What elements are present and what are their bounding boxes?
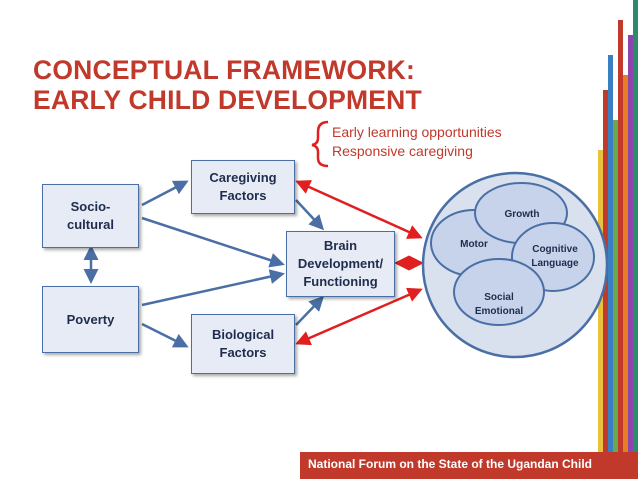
social-label-line1: Social: [484, 292, 514, 303]
biological-label-line2: Factors: [219, 345, 267, 360]
biological-factors-box: [191, 314, 295, 374]
brain-development-box: [286, 231, 395, 297]
sociocultural-label-line1: Socio-: [70, 199, 111, 214]
brain-label-line3: Functioning: [303, 274, 378, 289]
annotation-line1: Early learning opportunities: [332, 124, 502, 140]
arrow-biological-to-outcomes: [298, 290, 420, 343]
slide-title-line1: CONCEPTUAL FRAMEWORK:: [33, 55, 416, 85]
arrow-caregiving-to-brain: [296, 200, 322, 228]
footer-text: National Forum on the State of the Ugandan Child: [308, 457, 592, 471]
poverty-box: [42, 286, 139, 353]
caregiving-label-line2: Factors: [219, 188, 267, 203]
brain-label-line2: Development/: [297, 256, 384, 271]
social-label-line2: Emotional: [474, 306, 524, 317]
early-learning-annotation: [332, 123, 502, 161]
arrow-socio-to-caregiving: [142, 182, 186, 205]
growth-label: Growth: [504, 209, 540, 220]
caregiving-label-line1: Caregiving: [209, 170, 277, 185]
annotation-bracket: [312, 122, 328, 166]
sociocultural-box: [42, 184, 139, 248]
annotation-line2: Responsive caregiving: [332, 143, 473, 159]
cognitive-label-line1: Cognitive: [532, 244, 578, 255]
arrow-poverty-to-brain: [142, 274, 282, 305]
arrow-socio-to-brain: [142, 218, 282, 264]
arrow-poverty-to-biological: [142, 324, 186, 346]
arrow-biological-to-brain: [296, 298, 322, 325]
footer-white-band: [0, 452, 300, 479]
sociocultural-label-line2: cultural: [67, 217, 114, 232]
motor-label: Motor: [460, 239, 488, 250]
caregiving-factors-box: [191, 160, 295, 214]
poverty-label: Poverty: [66, 311, 115, 327]
slide-title-line2: EARLY CHILD DEVELOPMENT: [33, 85, 422, 115]
biological-label-line1: Biological: [211, 327, 275, 342]
brain-label-line1: Brain: [323, 238, 358, 253]
arrow-caregiving-to-outcomes: [298, 182, 420, 237]
footer-bar: [0, 452, 638, 479]
cognitive-label-line2: Language: [531, 258, 579, 269]
